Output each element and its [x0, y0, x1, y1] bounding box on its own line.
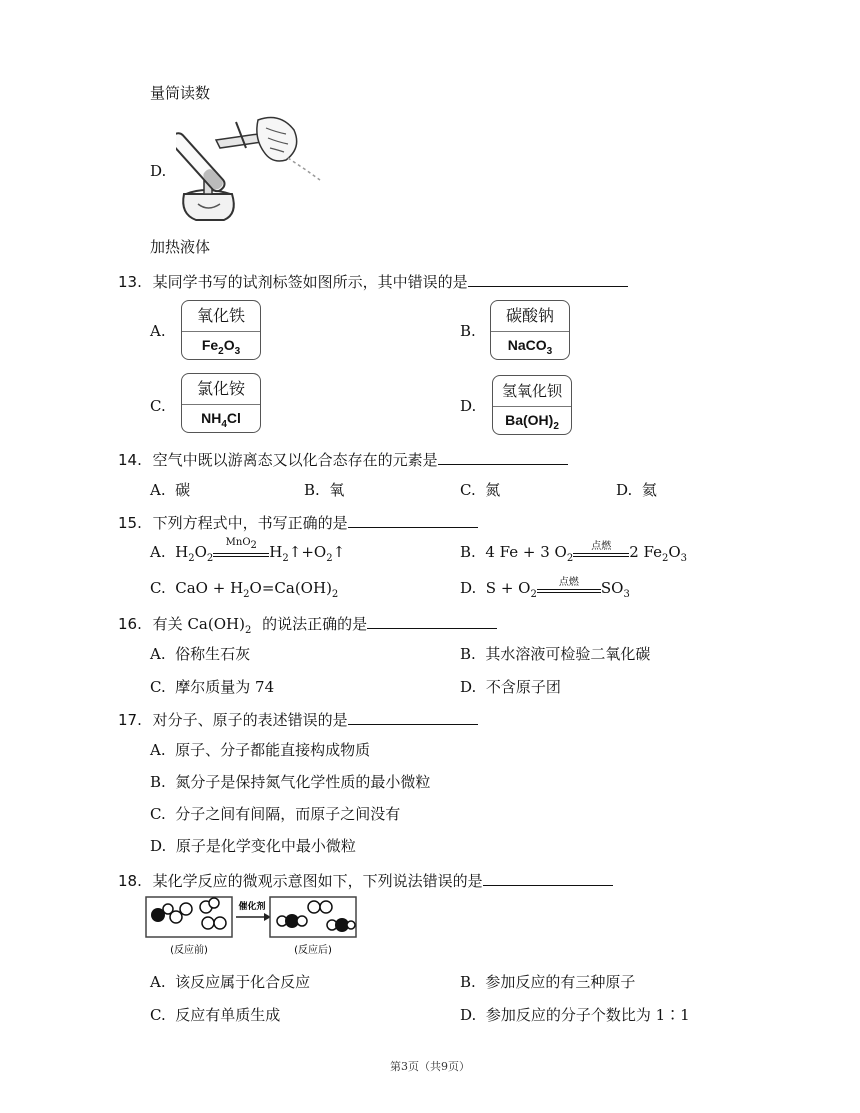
- answer-blank[interactable]: [348, 512, 478, 528]
- reagent-label-c: [181, 373, 261, 433]
- question-number: 13.: [118, 273, 142, 291]
- option-d[interactable]: D. 原子是化学变化中最小微粒: [150, 837, 356, 855]
- question-stem: 空气中既以游离态又以化合态存在的元素是: [152, 451, 438, 469]
- answer-blank[interactable]: [348, 709, 478, 725]
- option-b[interactable]: B. 氧: [304, 481, 345, 499]
- question-stem-pre: 有关: [152, 615, 183, 633]
- question-number: 14.: [118, 451, 142, 469]
- option-letter: C.: [150, 397, 166, 415]
- reaction-micro-diagram: [144, 895, 358, 957]
- question-13: [118, 271, 628, 292]
- option-b[interactable]: B. 参加反应的有三种原子: [460, 973, 636, 991]
- option-a[interactable]: A. 该反应属于化合反应: [150, 973, 311, 991]
- answer-blank[interactable]: [468, 271, 628, 287]
- stem-formula: $Ca(OH)_2$: [187, 615, 252, 636]
- label-formula: $NH_4Cl$: [201, 410, 241, 430]
- question-17: [118, 709, 478, 730]
- answer-blank[interactable]: [438, 449, 568, 465]
- option-b[interactable]: B. 氮分子是保持氮气化学性质的最小微粒: [150, 773, 431, 791]
- question-number: 18.: [118, 872, 142, 890]
- question-18: [118, 870, 613, 891]
- after-label: (反应后): [294, 945, 332, 956]
- question-stem: 对分子、原子的表述错误的是: [152, 711, 348, 729]
- option-d-equation[interactable]: D. $S + O_2$ 点燃 $SO_3$: [460, 577, 630, 600]
- heating-liquid-illustration: [176, 108, 326, 226]
- option-a[interactable]: A. 俗称生石灰: [150, 645, 251, 663]
- reagent-label-d: [492, 375, 572, 435]
- caption-heating-liquid: 加热液体: [150, 238, 211, 256]
- reagent-label-a: [181, 300, 261, 360]
- option-c[interactable]: C. 反应有单质生成: [150, 1006, 281, 1024]
- option-b-equation[interactable]: B. 4 Fe + 3 $O_2$ 点燃 2 $Fe_2O_3$: [460, 541, 688, 564]
- question-stem-post: 的说法正确的是: [262, 615, 368, 633]
- question-15: [118, 512, 478, 533]
- option-c[interactable]: C. 摩尔质量为 74: [150, 678, 275, 696]
- question-number: 15.: [118, 514, 142, 532]
- option-c[interactable]: C. 分子之间有间隔，而原子之间没有: [150, 805, 401, 823]
- option-letter: B.: [460, 322, 476, 340]
- caption-measuring-cylinder: 量筒读数: [150, 84, 211, 102]
- label-formula: $Fe_2O_3$: [201, 337, 241, 357]
- label-name: 氧化铁: [182, 301, 260, 332]
- option-c[interactable]: C. 氮: [460, 481, 501, 499]
- question-stem: 某同学书写的试剂标签如图所示，其中错误的是: [152, 273, 468, 291]
- question-stem: 某化学反应的微观示意图如下，下列说法错误的是: [152, 872, 483, 890]
- reagent-label-b: [490, 300, 570, 360]
- question-number: 17.: [118, 711, 142, 729]
- option-a-equation[interactable]: A. $H_2O_2$ MnO$_2$ $H_2↑+O_2↑$: [150, 537, 346, 564]
- question-number: 16.: [118, 615, 142, 633]
- label-name: 氢氧化钡: [493, 376, 571, 407]
- question-14: [118, 449, 568, 470]
- label-formula: $Ba(OH)_2$: [505, 412, 559, 432]
- label-formula: NaCO$_3$: [507, 337, 553, 357]
- question-16: [118, 613, 497, 636]
- answer-blank[interactable]: [483, 870, 613, 886]
- before-label: (反应前): [170, 945, 208, 956]
- option-letter: D.: [460, 397, 477, 415]
- option-b[interactable]: B. 其水溶液可检验二氧化碳: [460, 645, 651, 663]
- question-stem: 下列方程式中，书写正确的是: [152, 514, 348, 532]
- option-d[interactable]: D. 氦: [616, 481, 657, 499]
- label-name: 氯化铵: [182, 374, 260, 405]
- page-footer: 第3页（共9页）: [390, 1060, 470, 1073]
- option-a[interactable]: A. 碳: [150, 481, 191, 499]
- label-name: 碳酸钠: [491, 301, 569, 332]
- option-a[interactable]: A. 原子、分子都能直接构成物质: [150, 741, 371, 759]
- option-c-equation[interactable]: C. CaO + $H_2O=Ca(OH)_2$: [150, 579, 339, 600]
- option-d[interactable]: D. 不含原子团: [460, 678, 561, 696]
- catalyst-label: 催化剂: [238, 902, 266, 912]
- option-letter: A.: [150, 322, 166, 340]
- option-d[interactable]: D. 参加反应的分子个数比为 1∶1: [460, 1006, 690, 1024]
- answer-blank[interactable]: [367, 613, 497, 629]
- option-d-letter: D.: [150, 162, 167, 180]
